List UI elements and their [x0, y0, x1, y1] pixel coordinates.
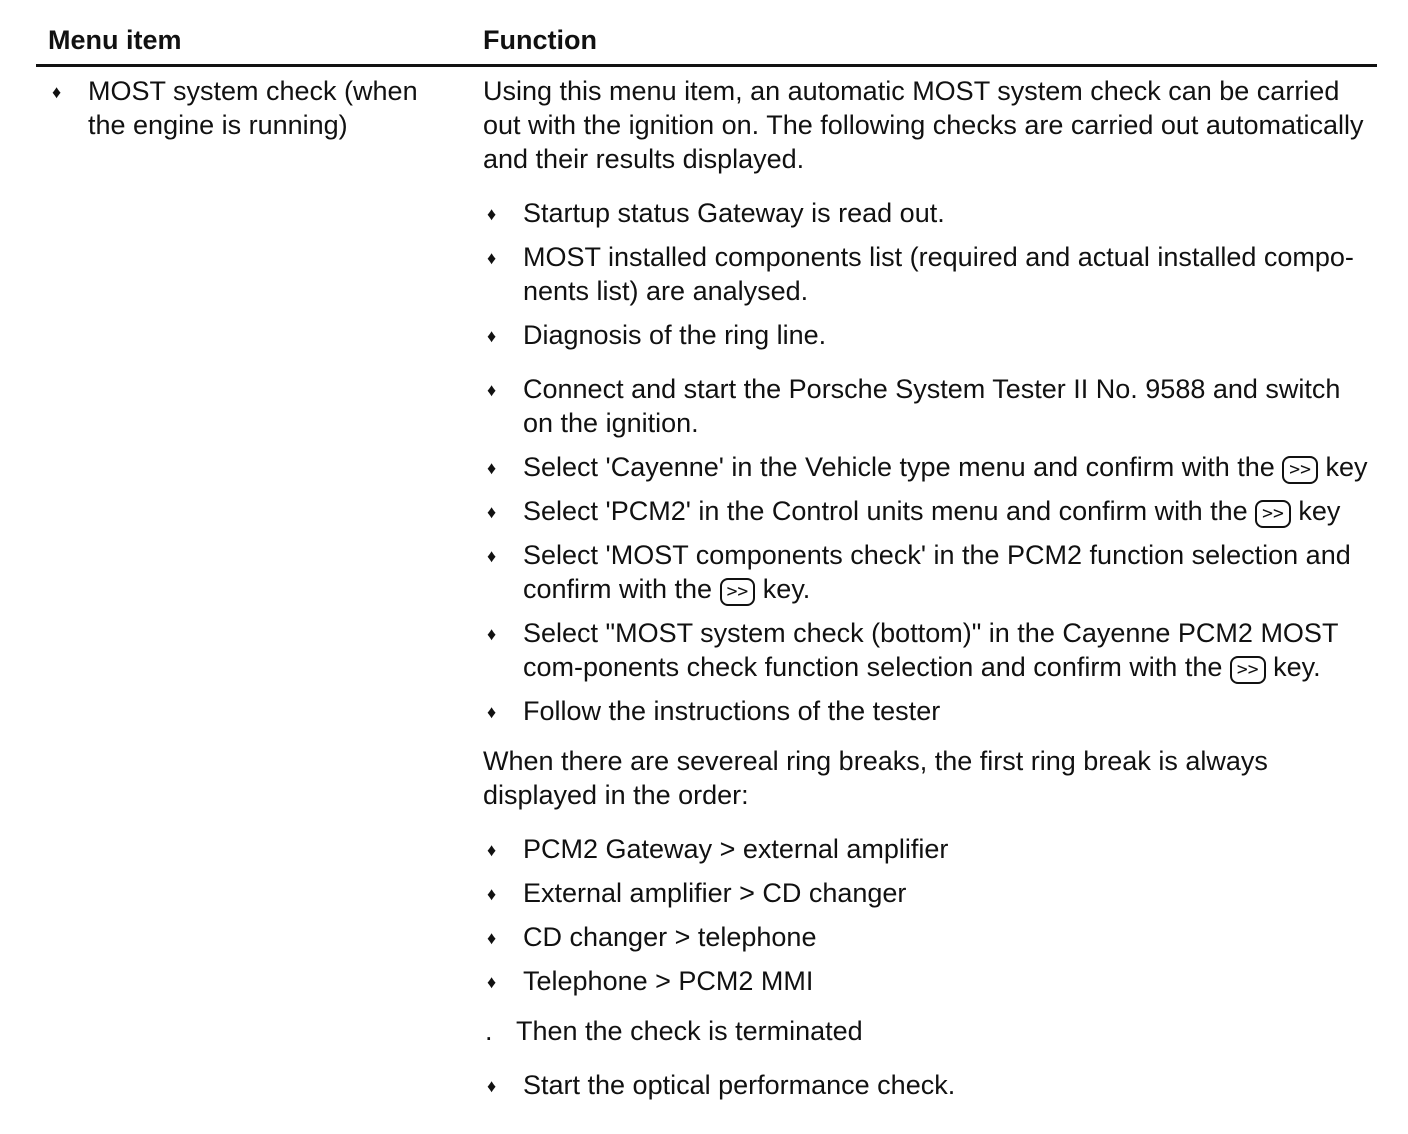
bullet-diamond-icon: ♦	[487, 972, 497, 992]
bullet-diamond-icon: ♦	[487, 326, 497, 346]
ring-order-text: External amplifier > CD changer	[523, 878, 907, 908]
list-item	[483, 832, 1373, 866]
ring-order-text: CD changer > telephone	[523, 922, 817, 952]
bullet-diamond-icon: ♦	[487, 380, 497, 400]
step-text: Follow the instructions of the tester	[523, 696, 941, 726]
bullet-diamond-icon: ♦	[487, 624, 497, 644]
ring-order-list	[483, 832, 1373, 998]
list-item	[483, 196, 1373, 230]
step-text: Select "MOST system check (bottom)" in the Cayenne PCM2 MOST com-ponents check function selection and confirm with the	[523, 618, 1338, 682]
bullet-diamond-icon: ♦	[52, 82, 62, 102]
forward-key-icon: >>	[1255, 500, 1291, 528]
list-item	[483, 494, 1373, 528]
step-text-after: key.	[762, 574, 811, 604]
forward-key-icon: >>	[720, 578, 756, 606]
bullet-diamond-icon: ♦	[487, 928, 497, 948]
list-item	[483, 450, 1373, 484]
step-text: Select 'PCM2' in the Control units menu and confirm with the	[523, 496, 1248, 526]
bullet-diamond-icon: ♦	[487, 458, 497, 478]
step-text-after: key.	[1273, 652, 1321, 682]
final-step-text: Start the optical performance check.	[523, 1070, 956, 1100]
step-text-after: key	[1325, 452, 1368, 482]
list-item	[483, 372, 1373, 440]
step-text: Select 'MOST components check' in the PCM2 function selection and confirm with the	[523, 540, 1351, 604]
intro-paragraph: Using this menu item, an automatic MOST system check can be carried out with the ignition on. The following checks are carried out automatically and their results displayed.	[483, 76, 1364, 174]
terminated-text: Then the check is terminated	[516, 1016, 863, 1046]
header-function: Function	[483, 25, 597, 55]
bullet-diamond-icon: ♦	[487, 248, 497, 268]
forward-key-icon: >>	[1282, 456, 1318, 484]
menu-item	[48, 74, 458, 142]
ring-intro-paragraph: When there are severeal ring breaks, the first ring break is always displayed in the order:	[483, 746, 1268, 810]
bullet-diamond-icon: ♦	[487, 502, 497, 522]
header-menu-item: Menu item	[48, 25, 182, 55]
list-item	[483, 1068, 1373, 1102]
bullet-diamond-icon: ♦	[487, 840, 497, 860]
list-item	[483, 920, 1373, 954]
ring-order-text: Telephone > PCM2 MMI	[523, 966, 814, 996]
check-text: MOST installed components list (required and actual installed compo-nents list) are analysed.	[523, 242, 1354, 306]
bullet-diamond-icon: ♦	[487, 546, 497, 566]
step-text: Connect and start the Porsche System Tester II No. 9588 and switch on the ignition.	[523, 374, 1341, 438]
function-column	[483, 74, 1373, 1112]
bullet-diamond-icon: ♦	[487, 702, 497, 722]
terminated-marker: .	[485, 1016, 493, 1046]
forward-key-icon: >>	[1230, 656, 1266, 684]
list-item	[483, 538, 1373, 606]
step-text-after: key	[1298, 496, 1341, 526]
menu-item-column	[48, 74, 458, 142]
bullet-diamond-icon: ♦	[487, 204, 497, 224]
bullet-diamond-icon: ♦	[487, 884, 497, 904]
terminated-line	[483, 1014, 1373, 1048]
checks-list	[483, 196, 1373, 352]
bullet-diamond-icon: ♦	[487, 1076, 497, 1096]
check-text: Diagnosis of the ring line.	[523, 320, 827, 350]
list-item	[483, 616, 1373, 684]
step-text: Select 'Cayenne' in the Vehicle type menu and confirm with the	[523, 452, 1275, 482]
list-item	[483, 876, 1373, 910]
list-item	[483, 318, 1373, 352]
steps-list	[483, 372, 1373, 728]
ring-order-text: PCM2 Gateway > external amplifier	[523, 834, 949, 864]
final-step-list	[483, 1068, 1373, 1102]
list-item	[483, 694, 1373, 728]
menu-item-label: MOST system check (when the engine is running)	[88, 76, 418, 140]
table-header	[0, 20, 1408, 60]
list-item	[483, 964, 1373, 998]
list-item	[483, 240, 1373, 308]
header-rule	[36, 64, 1377, 67]
check-text: Startup status Gateway is read out.	[523, 198, 945, 228]
